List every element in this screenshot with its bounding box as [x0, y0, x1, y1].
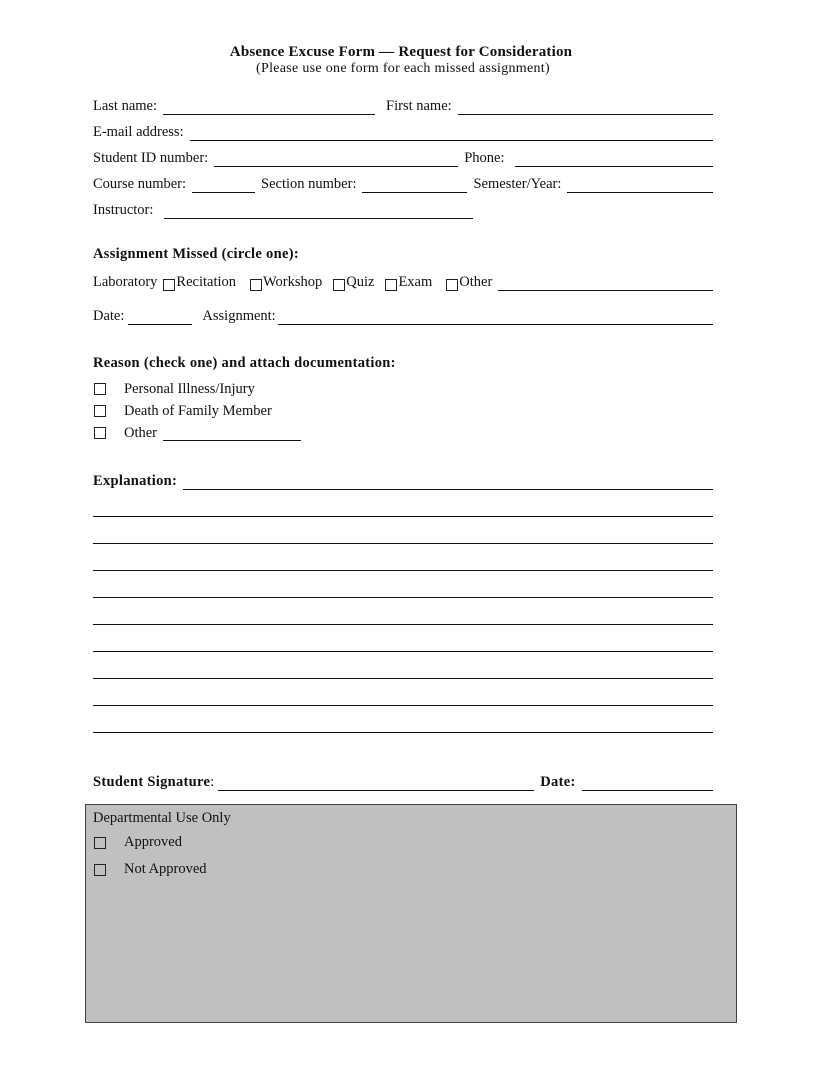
option-quiz[interactable]: Quiz	[346, 274, 375, 290]
explanation-line[interactable]	[93, 625, 713, 652]
explanation-line[interactable]	[93, 517, 713, 544]
option-recitation[interactable]: Recitation	[176, 274, 237, 290]
student-id-label: Student ID number:	[93, 150, 209, 166]
checkbox-other[interactable]	[446, 279, 458, 291]
reason-other-label: Other	[124, 424, 158, 441]
phone-field[interactable]	[515, 150, 713, 167]
course-number-label: Course number:	[93, 176, 187, 192]
dept-approved[interactable]	[93, 829, 231, 856]
checkbox-not-approved[interactable]	[94, 864, 106, 876]
assignment-heading: Assignment Missed (circle one):	[93, 246, 299, 262]
email-row	[93, 115, 713, 141]
semester-year-field[interactable]	[567, 176, 713, 193]
explanation-line[interactable]	[93, 652, 713, 679]
form-subtitle: (Please use one form for each missed assignment)	[256, 61, 550, 76]
first-name-field[interactable]	[458, 98, 713, 115]
section-number-field[interactable]	[362, 176, 467, 193]
checkbox-approved[interactable]	[94, 837, 106, 849]
section-number-label: Section number:	[261, 176, 357, 192]
explanation-line[interactable]	[93, 490, 713, 517]
first-name-label: First name:	[386, 98, 452, 114]
signature-row: Student Signature : Date:	[93, 765, 713, 791]
signature-date-label: Date:	[540, 774, 576, 790]
checkbox-reason-other[interactable]	[94, 427, 106, 439]
explanation-field[interactable]	[183, 473, 713, 490]
explanation-line[interactable]	[93, 571, 713, 598]
checkbox-quiz[interactable]	[333, 279, 345, 291]
reason-illness[interactable]	[93, 378, 713, 400]
explanation-line[interactable]	[93, 544, 713, 571]
date-assignment-row	[93, 291, 713, 325]
assignment-options-row	[93, 263, 713, 291]
departmental-heading: Departmental Use Only	[93, 810, 231, 826]
student-id-field[interactable]	[214, 150, 458, 167]
option-other[interactable]: Other	[459, 274, 493, 290]
reason-heading: Reason (check one) and attach documentation:	[93, 355, 396, 371]
reason-illness-label: Personal Illness/Injury	[124, 380, 255, 397]
assignment-date-label: Date:	[93, 308, 125, 324]
option-laboratory[interactable]: Laboratory	[93, 274, 158, 290]
course-row	[93, 167, 713, 193]
name-row	[93, 89, 713, 115]
checkbox-workshop[interactable]	[250, 279, 262, 291]
option-workshop[interactable]: Workshop	[263, 274, 323, 290]
dept-not-approved[interactable]	[93, 856, 231, 883]
approved-label: Approved	[124, 834, 182, 850]
checkbox-exam[interactable]	[385, 279, 397, 291]
checkbox-death[interactable]	[94, 405, 106, 417]
signature-field[interactable]	[218, 774, 534, 791]
email-label: E-mail address:	[93, 124, 184, 140]
assignment-name-label: Assignment:	[202, 308, 276, 324]
instructor-label: Instructor:	[93, 202, 154, 218]
course-number-field[interactable]	[192, 176, 255, 193]
instructor-field[interactable]	[164, 202, 473, 219]
reason-death-label: Death of Family Member	[124, 402, 272, 419]
instructor-row	[93, 193, 713, 219]
checkbox-recitation[interactable]	[163, 279, 175, 291]
option-exam[interactable]: Exam	[398, 274, 433, 290]
explanation-line[interactable]	[93, 598, 713, 625]
form-title: Absence Excuse Form — Request for Consideration	[229, 44, 573, 60]
not-approved-label: Not Approved	[124, 861, 207, 877]
semester-year-label: Semester/Year:	[473, 176, 562, 192]
checkbox-illness[interactable]	[94, 383, 106, 395]
phone-label: Phone:	[464, 150, 505, 166]
last-name-label: Last name:	[93, 98, 158, 114]
email-field[interactable]	[190, 124, 713, 141]
signature-date-field[interactable]	[582, 774, 713, 791]
absence-form	[93, 44, 713, 791]
reason-death[interactable]	[93, 400, 713, 422]
reason-other-field[interactable]	[163, 426, 301, 441]
assignment-name-field[interactable]	[278, 308, 713, 325]
reason-other[interactable]	[93, 422, 713, 444]
signature-label: Student Signature	[93, 774, 211, 790]
id-row	[93, 141, 713, 167]
explanation-label: Explanation:	[93, 473, 178, 489]
assignment-date-field[interactable]	[128, 308, 192, 325]
explanation-line[interactable]	[93, 706, 713, 733]
other-assignment-field[interactable]	[498, 274, 713, 291]
explanation-row	[93, 464, 713, 490]
last-name-field[interactable]	[163, 98, 375, 115]
explanation-line[interactable]	[93, 679, 713, 706]
departmental-use-box	[85, 804, 737, 1023]
